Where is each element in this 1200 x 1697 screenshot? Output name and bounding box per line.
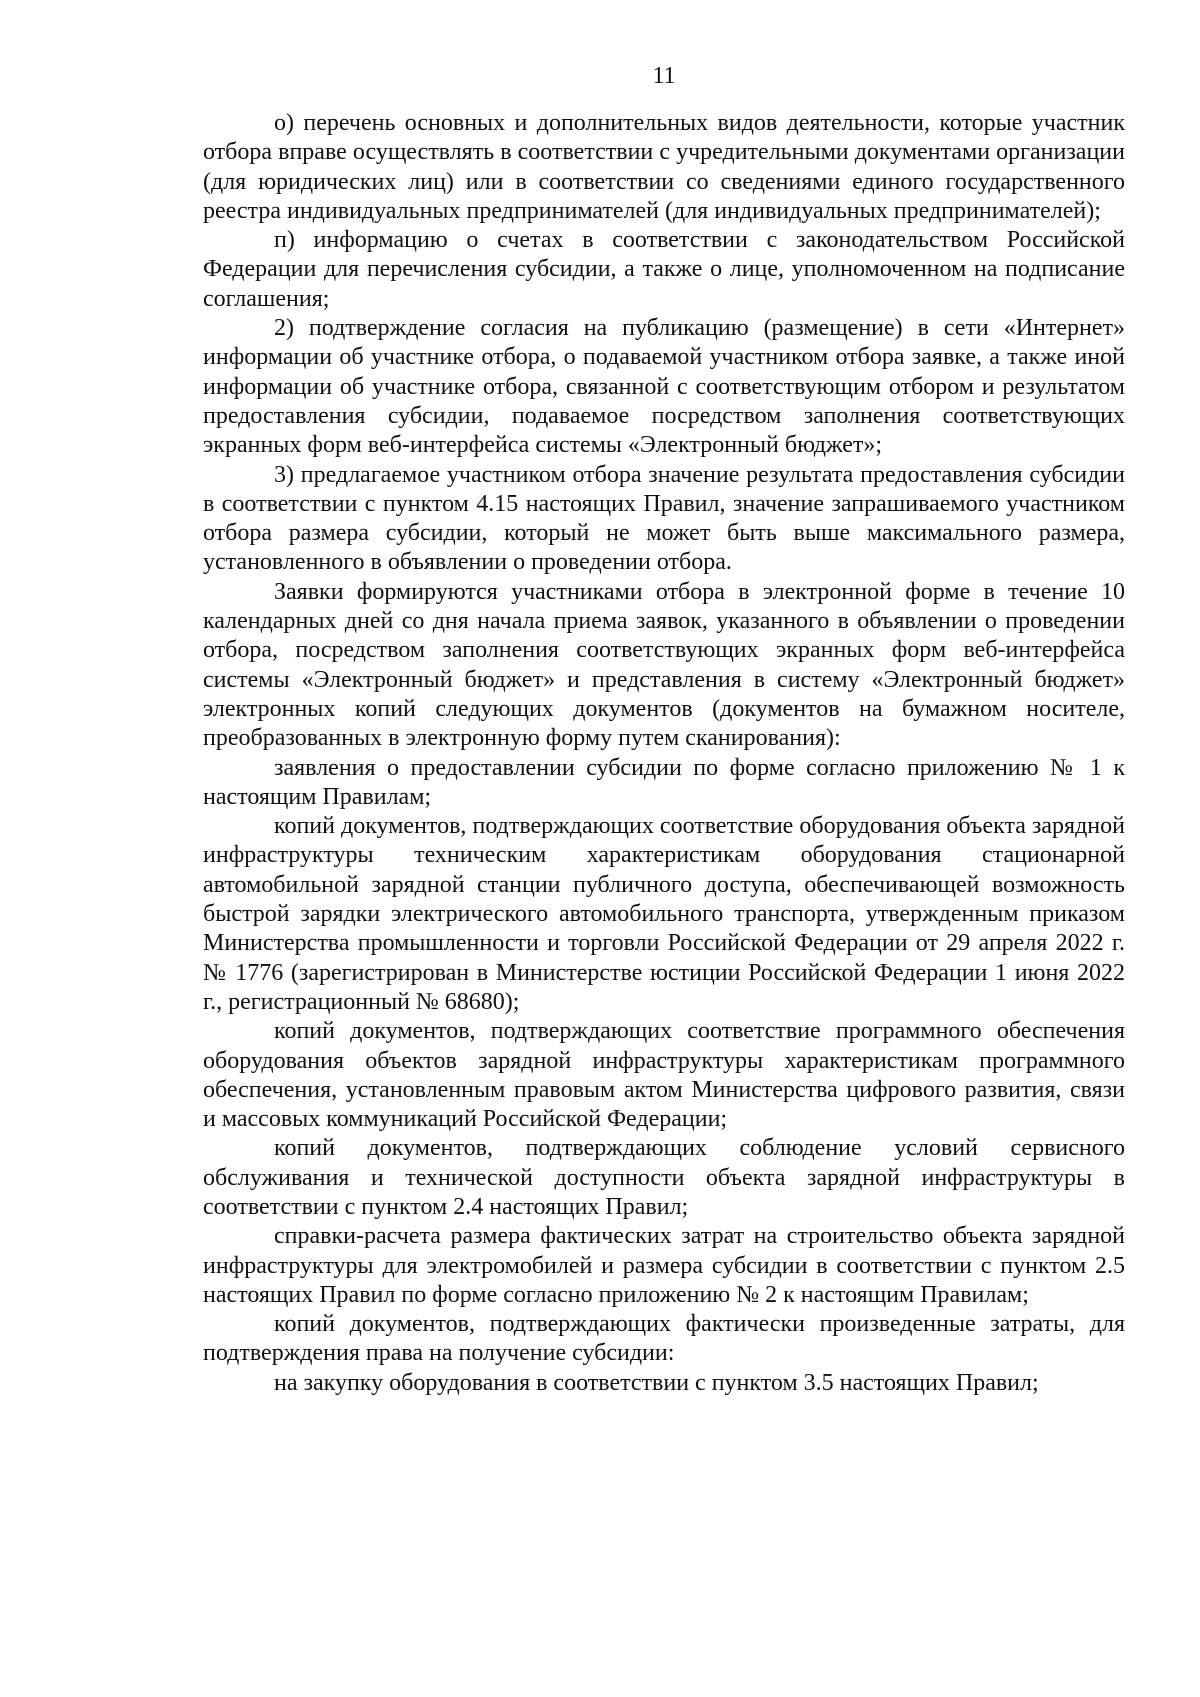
paragraph: 3) предлагаемое участником отбора значение результата предоставления субсидии в соответствии с пунктом 4.15 настоящих Правил, значение запрашиваемого участником отбора размера субсидии, который не может быть выше максимального размера, установленного в объявлении о проведении отбора.: [203, 461, 1125, 576]
paragraph: заявления о предоставлении субсидии по форме согласно приложению № 1 к настоящим Правилам;: [203, 754, 1125, 810]
paragraph: копий документов, подтверждающих соответствие оборудования объекта зарядной инфраструктуры техническим характеристикам оборудования стационарной автомобильной зарядной станции публичного доступа, обеспечивающей возможность быстрой зарядки электрического автомобильного транспорта, утвержденным приказом Министерства промышленности и торговли Российской Федерации от 29 апреля 2022 г. № 1776 (зарегистрирован в Министерстве юстиции Российской Федерации 1 июня 2022 г., регистрационный № 68680);: [203, 813, 1125, 1015]
paragraph: копий документов, подтверждающих соответствие программного обеспечения оборудования объектов зарядной инфраструктуры характеристикам программного обеспечения, установленным правовым актом Министерства цифрового развития, связи и массовых коммуникаций Российской Федерации;: [203, 1018, 1125, 1133]
paragraph: на закупку оборудования в соответствии с пунктом 3.5 настоящих Правил;: [274, 1369, 1039, 1396]
paragraph: копий документов, подтверждающих соблюдение условий сервисного обслуживания и технической доступности объекта зарядной инфраструктуры в соответствии с пунктом 2.4 настоящих Правил;: [203, 1135, 1125, 1220]
paragraph: о) перечень основных и дополнительных видов деятельности, которые участник отбора вправе осуществлять в соответствии с учредительными документами организации (для юридических лиц) или в соответствии со сведениями единого государственного реестра индивидуальных предпринимателей (для индивидуальных предпринимателей);: [203, 110, 1125, 224]
document-page: [203, 62, 1125, 1398]
paragraph: копий документов, подтверждающих фактически произведенные затраты, для подтверждения права на получение субсидии:: [203, 1311, 1125, 1367]
paragraph: 2) подтверждение согласия на публикацию (размещение) в сети «Интернет» информации об участнике отбора, о подаваемой участником отбора заявке, а также иной информации об участнике отбора, связанной с соответствующим отбором и результатом предоставления субсидии, подаваемое посредством заполнения соответствующих экранных форм веб-интерфейса системы «Электронный бюджет»;: [203, 315, 1125, 459]
paragraph: п) информацию о счетах в соответствии с законодательством Российской Федерации для перечисления субсидии, а также о лице, уполномоченном на подписание соглашения;: [203, 227, 1125, 312]
page-number: 11: [652, 63, 676, 89]
paragraph: Заявки формируются участниками отбора в электронной форме в течение 10 календарных дней со дня начала приема заявок, указанного в объявлении о проведении отбора, посредством заполнения соответствующих экранных форм веб-интерфейса системы «Электронный бюджет» и представления в систему «Электронный бюджет» электронных копий следующих документов (документов на бумажном носителе, преобразованных в электронную форму путем сканирования):: [203, 578, 1125, 752]
paragraph: справки-расчета размера фактических затрат на строительство объекта зарядной инфраструктуры для электромобилей и размера субсидии в соответствии с пунктом 2.5 настоящих Правил по форме согласно приложению № 2 к настоящим Правилам;: [203, 1223, 1125, 1308]
